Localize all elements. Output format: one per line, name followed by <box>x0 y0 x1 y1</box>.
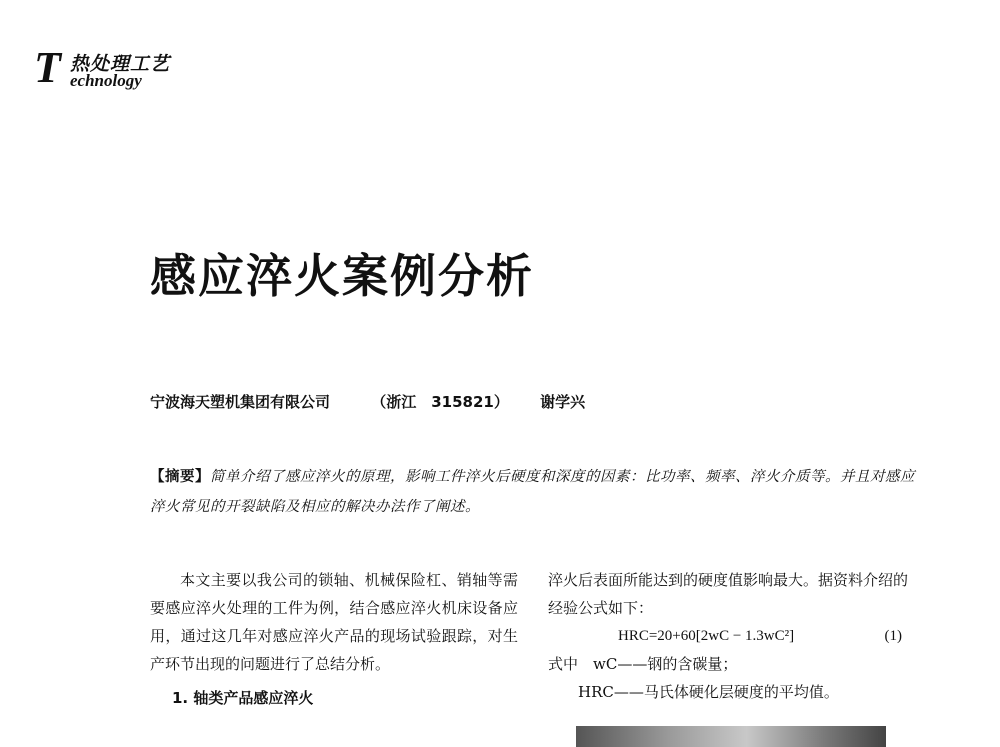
abstract <box>150 462 920 522</box>
logo-chinese-text: 热处理工艺 <box>70 53 171 75</box>
formula-definition-carbon: 式中 wC——钢的含碳量； <box>548 655 738 673</box>
abstract-label: 【摘要】 <box>150 469 210 485</box>
logo-english-text: echnology <box>70 71 142 90</box>
journal-logo <box>34 43 234 96</box>
author-line <box>150 391 585 412</box>
equation-number: (1) <box>884 628 902 644</box>
formula-row <box>548 622 910 650</box>
right-column <box>548 566 910 706</box>
author-name: 谢学兴 <box>540 393 586 411</box>
affiliation: 宁波海天塑机集团有限公司 <box>150 393 331 411</box>
figure-photo <box>576 726 886 747</box>
logo-letter: T <box>34 43 61 92</box>
left-column <box>150 566 518 712</box>
intro-paragraph: 本文主要以我公司的锁轴、机械保险杠、销轴等需要感应淬火处理的工件为例，结合感应淬火机床设备应用，通过这几年对感应淬火产品的现场试验跟踪，对生产环节出现的问题进行了总结分析。 <box>150 571 518 673</box>
section-heading: 1. 轴类产品感应淬火 <box>172 689 314 707</box>
location-postcode: （浙江 315821） <box>371 393 509 411</box>
formula-definition-hrc: HRC——马氏体硬化层硬度的平均值。 <box>578 683 839 701</box>
article-title: 感应淬火案例分析 <box>150 249 534 303</box>
hardness-formula: HRC=20+60[2wC − 1.3wC²] <box>618 628 795 644</box>
abstract-text: 简单介绍了感应淬火的原理，影响工件淬火后硬度和深度的因素：比功率、频率、淬火介质等。并且对感应淬火常见的开裂缺陷及相应的解决办法作了阐述。 <box>150 469 915 515</box>
body-paragraph: 淬火后表面所能达到的硬度值影响最大。据资料介绍的经验公式如下： <box>548 571 909 617</box>
